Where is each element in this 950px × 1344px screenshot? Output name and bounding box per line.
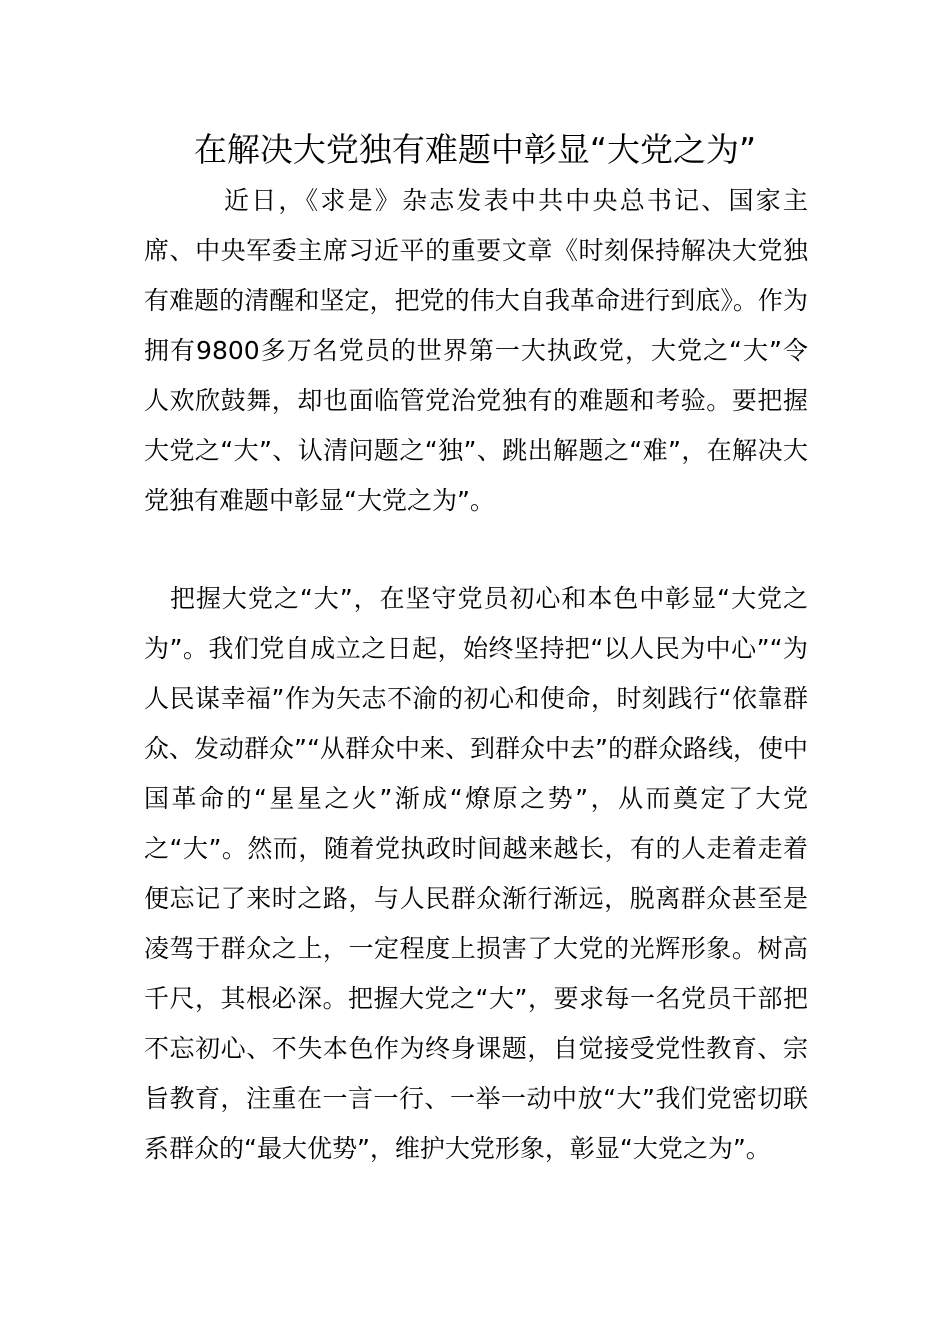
paragraph-intro: 近日，《求是》杂志发表中共中央总书记、国家主席、中央军委主席习近平的重要文章《时刻保持解决大党独有难题的清醒和坚定，把党的伟大自我革命进行到底》。作为拥有9800多万名党员的世界第一大执政党，大党之“大”令人欢欣鼓舞，却也面临管党治党独有的难题和考验。要把握大党之“大”、认清问题之“独”、跳出解题之“难”，在解决大党独有难题中彰显“大党之为”。: [144, 186, 808, 515]
paragraph-grasp-big: 把握大党之“大”，在坚守党员初心和本色中彰显“大党之为”。我们党自成立之日起，始终坚持把“以人民为中心”“为人民谋幸福”作为矢志不渝的初心和使命，时刻践行“依靠群众、发动群众”“从群众中来、到群众中去”的群众路线，使中国革命的“星星之火”渐成“燎原之势”，从而奠定了大党之“大”。然而，随着党执政时间越来越长，有的人走着走着便忘记了来时之路，与人民群众渐行渐远，脱离群众甚至是凌驾于群众之上，一定程度上损害了大党的光辉形象。树高千尺，其根必深。把握大党之“大”，要求每一名党员干部把不忘初心、不失本色作为终身课题，自觉接受党性教育、宗旨教育，注重在一言一行、一举一动中放“大”我们党密切联系群众的“最大优势”，维护大党形象，彰显“大党之为”。: [144, 584, 808, 1163]
document-title: 在解决大党独有难题中彰显“大党之为”: [193, 130, 757, 169]
